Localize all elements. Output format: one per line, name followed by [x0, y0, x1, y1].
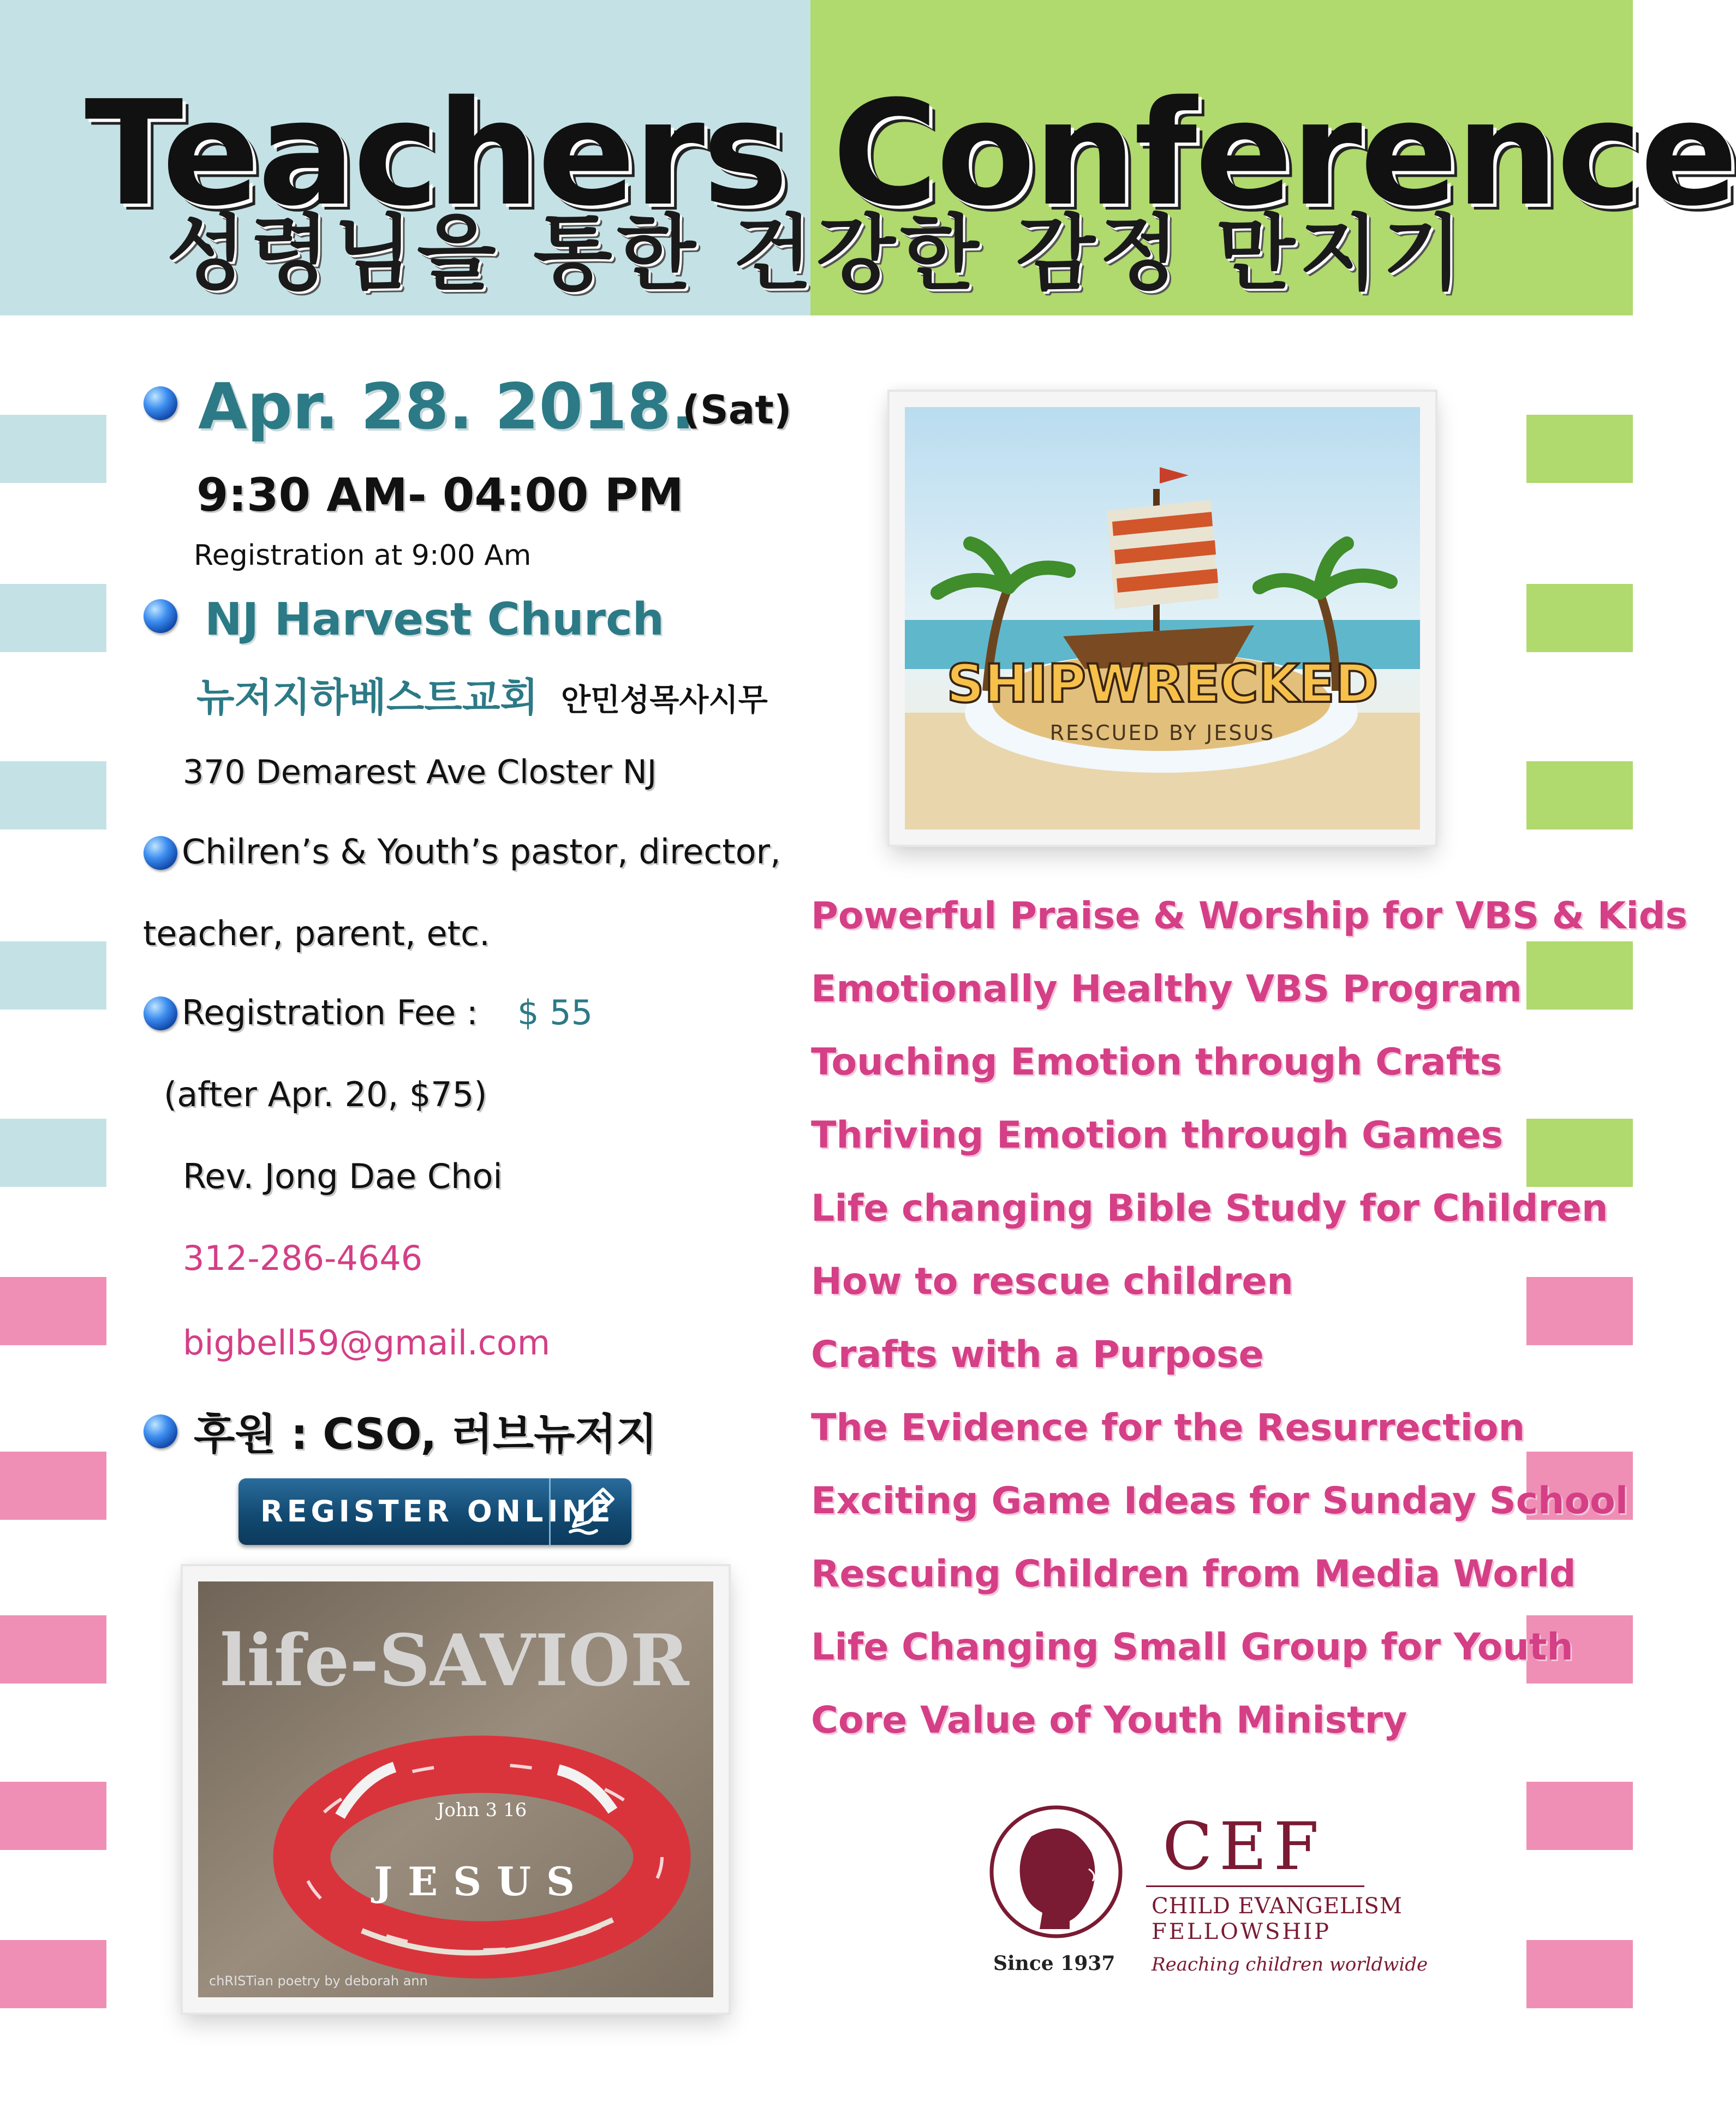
stripe-left	[0, 584, 106, 652]
life-savior-ring-text: JESUS	[374, 1858, 590, 1905]
stripe-right	[1526, 1782, 1633, 1850]
life-savior-ring-ref: John 3 16	[437, 1799, 527, 1821]
shipwrecked-subtitle: RESCUED BY JESUS	[1049, 721, 1275, 745]
child-head-icon	[988, 1804, 1124, 1940]
contact-email[interactable]: bigbell59@gmail.com	[183, 1323, 551, 1363]
stripe-left	[0, 941, 106, 1010]
topic-item: Crafts with a Purpose	[811, 1333, 1264, 1376]
title-teachers: Teachers	[85, 70, 787, 238]
topic-item: Thriving Emotion through Games	[811, 1114, 1504, 1157]
venue-name: NJ Harvest Church	[205, 594, 665, 646]
audience-line-2: teacher, parent, etc.	[143, 914, 490, 953]
register-online-label: REGISTER ONLINE	[260, 1494, 615, 1529]
fee-amount: $ 55	[517, 993, 593, 1032]
shipwrecked-vbs-image	[890, 392, 1435, 845]
registration-time: Registration at 9:00 Am	[194, 539, 532, 572]
register-online-button[interactable]	[238, 1478, 631, 1545]
cef-acronym: CEF	[1162, 1809, 1326, 1885]
stripe-left	[0, 1782, 106, 1850]
stripe-left	[0, 1119, 106, 1187]
topic-item: Life Changing Small Group for Youth	[811, 1626, 1573, 1669]
cef-line-1: CHILD EVANGELISM	[1152, 1894, 1403, 1919]
bullet-icon	[144, 386, 177, 420]
late-fee: (after Apr. 20, $75)	[164, 1075, 487, 1114]
topic-item: Rescuing Children from Media World	[811, 1553, 1576, 1596]
stripe-left	[0, 1452, 106, 1520]
fee-label: Registration Fee :	[182, 993, 478, 1032]
stripe-right	[1526, 584, 1633, 652]
life-savior-heading: life-SAVIOR	[220, 1619, 689, 1702]
audience-line-1: Chilren’s & Youth’s pastor, director,	[182, 832, 781, 872]
venue-korean-name: 뉴저지하베스트교회	[196, 675, 538, 720]
stripe-left	[0, 1940, 106, 2008]
cef-divider	[1146, 1885, 1364, 1887]
event-date: Apr. 28. 2018.	[198, 370, 695, 444]
stripe-right	[1526, 415, 1633, 483]
bullet-icon	[144, 1414, 177, 1448]
title-conference: Conference	[832, 70, 1736, 238]
stripe-right	[1526, 941, 1633, 1010]
topic-item: How to rescue children	[811, 1260, 1293, 1303]
pastor-note: 안민성목사시무	[561, 683, 768, 718]
stripe-left	[0, 1277, 106, 1345]
topic-item: Core Value of Youth Ministry	[811, 1699, 1407, 1742]
life-savior-image	[183, 1566, 729, 2013]
event-time: 9:30 AM- 04:00 PM	[196, 468, 684, 522]
sponsor-line: 후원 : CSO, 러브뉴저지	[194, 1410, 658, 1459]
stripe-right	[1526, 1940, 1633, 2008]
korean-subtitle: 성령님을 통한 건강한 감정 만지기	[166, 206, 1466, 301]
stripe-left	[0, 415, 106, 483]
venue-address: 370 Demarest Ave Closter NJ	[183, 753, 657, 791]
cef-tagline: Reaching children worldwide	[1152, 1954, 1428, 1975]
topic-item: The Evidence for the Resurrection	[811, 1406, 1525, 1449]
stripe-right	[1526, 1119, 1633, 1187]
bullet-icon	[144, 599, 177, 633]
shipwrecked-title: SHIPWRECKED	[946, 653, 1379, 714]
event-day: (Sat)	[682, 387, 792, 433]
topic-item: Powerful Praise & Worship for VBS & Kids	[811, 894, 1687, 938]
life-savior-credit: chRISTian poetry by deborah ann	[209, 1973, 428, 1989]
bullet-icon	[144, 996, 177, 1030]
topic-item: Emotionally Healthy VBS Program	[811, 968, 1522, 1011]
topic-item: Life changing Bible Study for Children	[811, 1187, 1608, 1230]
stripe-right	[1526, 761, 1633, 829]
stripe-left	[0, 761, 106, 829]
contact-name: Rev. Jong Dae Choi	[183, 1156, 503, 1196]
bullet-icon	[144, 836, 177, 870]
pencil-edit-icon	[549, 1478, 631, 1545]
cef-logo	[988, 1804, 1428, 1989]
stripe-right	[1526, 1277, 1633, 1345]
cef-line-2: FELLOWSHIP	[1152, 1919, 1331, 1944]
topic-item: Touching Emotion through Crafts	[811, 1041, 1502, 1084]
contact-phone[interactable]: 312-286-4646	[183, 1238, 423, 1278]
topic-item: Exciting Game Ideas for Sunday School	[811, 1479, 1628, 1523]
cef-since: Since 1937	[993, 1952, 1115, 1975]
stripe-left	[0, 1615, 106, 1684]
